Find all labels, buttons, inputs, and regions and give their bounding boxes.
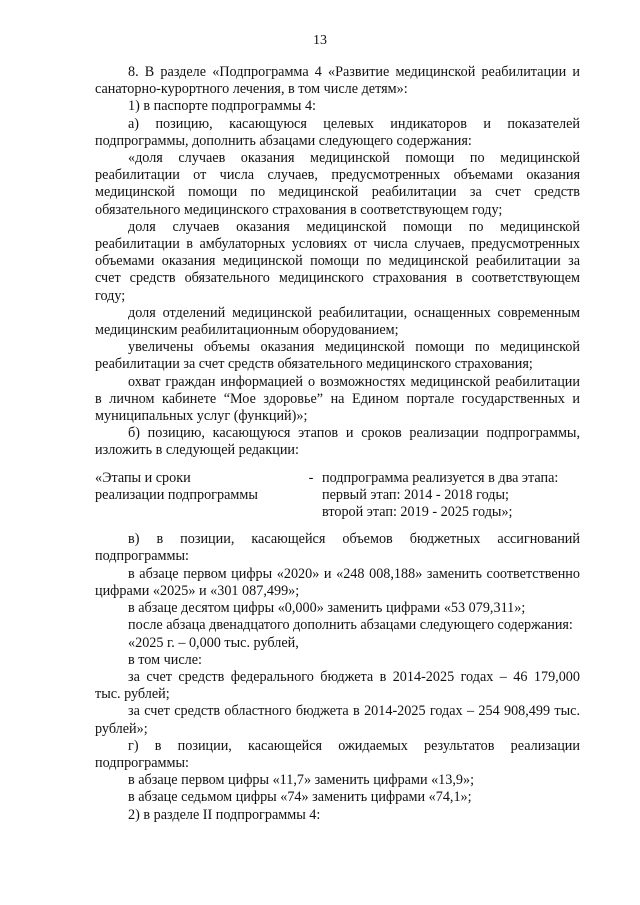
paragraph-indicator-3: доля отделений медицинской реабилитации, оснащенных современным медицинским реабилитационным оборудованием;: [95, 304, 580, 339]
paragraph-budget-5: в том числе:: [128, 651, 202, 668]
paragraph-budget-3: после абзаца двенадцатого дополнить абзацами следующего содержания:: [128, 617, 573, 634]
document-body: [95, 64, 580, 824]
stages-label: [95, 470, 300, 522]
stages-value-line: подпрограмма реализуется в два этапа:: [322, 469, 559, 486]
paragraph-budget-6: за счет средств федерального бюджета в 2014-2025 годах – 46 179,000 тыс. рублей;: [95, 668, 580, 703]
paragraph-indicator-4: увеличены объемы оказания медицинской помощи по медицинской реабилитации за счет средств обязательного медицинского страхования;: [95, 339, 580, 373]
stages-dash: -: [308, 469, 314, 486]
paragraph-budget-4: «2025 г. – 0,000 тыс. рублей,: [128, 634, 299, 651]
paragraph-indicator-1: «доля случаев оказания медицинской помощи по медицинской реабилитации от числа случаев, предусмотренных объемами оказания медицинской помощи по медицинской реабилитации за счет средств обязательного медицинского страхования в соответствующем году;: [95, 150, 580, 218]
stages-value-line: первый этап: 2014 - 2018 годы;: [322, 486, 509, 503]
stages-label-line: «Этапы и сроки: [95, 469, 191, 486]
paragraph-item-2: 2) в разделе II подпрограммы 4:: [128, 806, 321, 823]
paragraph-result-2: в абзаце седьмом цифры «74» заменить цифрами «74,1»;: [128, 789, 472, 806]
page-number: 13: [313, 33, 327, 48]
stages-label-line: реализации подпрограммы: [95, 486, 258, 503]
paragraph-item-v: в) в позиции, касающейся объемов бюджетных ассигнований подпрограммы:: [95, 531, 580, 565]
paragraph-item-a: а) позицию, касающуюся целевых индикаторов и показателей подпрограммы, дополнить абзацами следующего содержания:: [95, 115, 580, 149]
paragraph-item-g: г) в позиции, касающейся ожидаемых результатов реализации подпрограммы:: [95, 737, 580, 771]
stages-table: [95, 470, 580, 522]
paragraph-item-b: б) позицию, касающуюся этапов и сроков реализации подпрограммы, изложить в следующей редакции:: [95, 425, 580, 459]
stages-value-line: второй этап: 2019 - 2025 годы»;: [322, 504, 513, 521]
paragraph-budget-1: в абзаце первом цифры «2020» и «248 008,188» заменить соответственно цифрами «2025» и «301 087,499»;: [95, 565, 580, 599]
paragraph-budget-2: в абзаце десятом цифры «0,000» заменить цифрами «53 079,311»;: [128, 600, 526, 617]
stages-value: [322, 470, 580, 522]
paragraph-item-1: 1) в паспорте подпрограммы 4:: [128, 98, 316, 115]
paragraph-section-8: 8. В разделе «Подпрограмма 4 «Развитие медицинской реабилитации и санаторно-курортного лечения, в том числе детям»:: [95, 64, 580, 98]
paragraph-budget-7: за счет средств областного бюджета в 2014-2025 годах – 254 908,499 тыс. рублей»;: [95, 703, 580, 737]
paragraph-result-1: в абзаце первом цифры «11,7» заменить цифрами «13,9»;: [128, 772, 475, 789]
paragraph-indicator-5: охват граждан информацией о возможностях медицинской реабилитации в личном кабинете “Мое здоровье” на Едином портале государственных и муниципальных услуг (функций)»;: [95, 373, 580, 425]
paragraph-indicator-2: доля случаев оказания медицинской помощи по медицинской реабилитации в амбулаторных условиях от числа случаев, предусмотренных объемами оказания медицинской помощи по медицинской реабилитации за счет средств обязательного медицинского страхования в соответствующем году;: [95, 218, 580, 304]
